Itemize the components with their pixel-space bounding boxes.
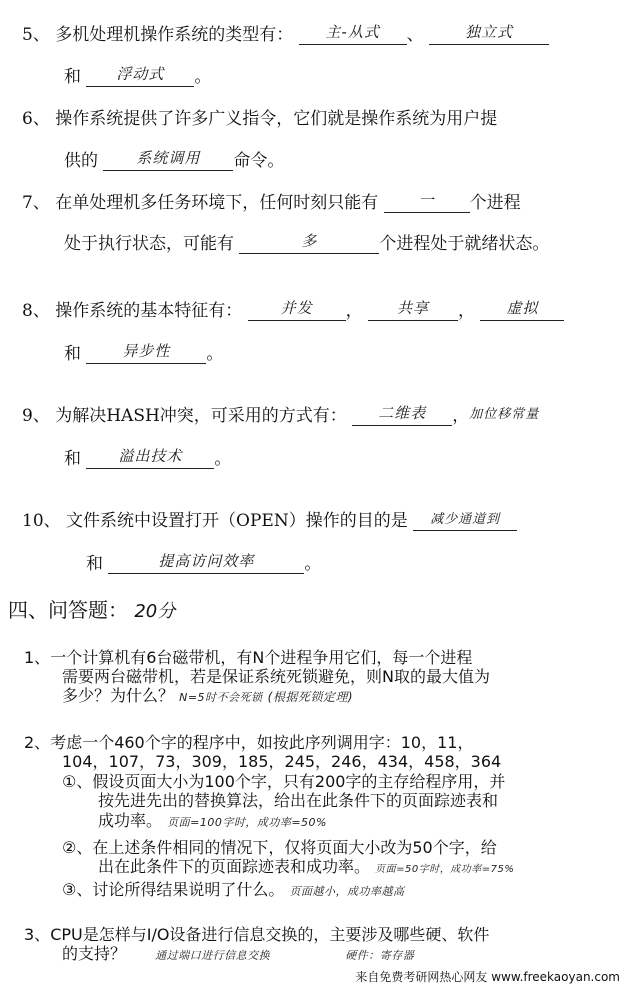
answer-blank <box>352 405 452 426</box>
question-number: 3、 <box>24 925 51 944</box>
sub-question-text: 按先进先出的替换算法，给出在此条件下的页面踪迹表和 <box>98 791 499 810</box>
answer-blank <box>86 448 214 469</box>
question-text: 操作系统的基本特征有： <box>55 301 243 321</box>
answer-blank <box>368 300 458 321</box>
handwritten-answer: 系统调用 <box>136 149 201 167</box>
answer-blank <box>86 66 194 87</box>
sub-question-text: 成功率。 <box>98 811 163 830</box>
question-text: 命令。 <box>233 151 285 171</box>
conjunction: 和 <box>64 67 81 87</box>
question-text: 需要两台磁带机，若是保证系统死锁避免，则N取的最大值为 <box>62 667 490 686</box>
question-text: 个进程 <box>469 193 521 213</box>
handwritten-note: N=5时不会死锁 <box>179 691 263 704</box>
footer-watermark: 来自免费考研网热心网友 www.freekaoyan.com <box>355 970 620 984</box>
handwritten-note: 页面=100字时，成功率=50% <box>167 816 327 829</box>
handwritten-answer: 主-从式 <box>325 23 380 41</box>
answer-blank <box>86 343 206 364</box>
answer-blank <box>413 510 517 531</box>
handwritten-answer: 减少通道到 <box>430 512 501 527</box>
punctuation: 。 <box>214 449 232 469</box>
question-number: 6、 <box>22 109 50 129</box>
answer-blank <box>480 300 564 321</box>
question-number: 9、 <box>22 406 50 426</box>
handwritten-answer: 虚拟 <box>506 299 539 317</box>
question-text: 操作系统提供了许多广义指令，它们就是操作系统为用户提 <box>55 109 498 129</box>
sub-question-text: ③、讨论所得结果说明了什么。 <box>62 880 285 899</box>
handwritten-note: 通过端口进行信息交换 <box>155 949 271 962</box>
question-number: 2、 <box>24 733 51 752</box>
question-text: 的支持？ <box>62 944 127 963</box>
question-text: 个进程处于就绪状态。 <box>379 234 550 254</box>
handwritten-note: (根据死锁定理) <box>267 690 354 704</box>
handwritten-answer: 提高访问效率 <box>158 552 255 570</box>
handwritten-answer: 二维表 <box>378 404 427 422</box>
question-text: 104，107，73，309，185，245，246，434，458，364 <box>62 752 502 771</box>
question-number: 5、 <box>22 25 50 45</box>
question-text: 供的 <box>64 151 98 171</box>
question-number: 7、 <box>22 193 50 213</box>
punctuation: 。 <box>194 67 212 87</box>
sub-question-text: ②、在上述条件相同的情况下，仅将页面大小改为50个字，给 <box>62 838 497 857</box>
sub-question-text: 出在此条件下的页面踪迹表和成功率。 <box>98 857 371 876</box>
question-text: 多少？为什么？ <box>62 686 175 705</box>
handwritten-answer: 浮动式 <box>116 65 165 83</box>
question-text: 处于执行状态，可能有 <box>64 234 234 254</box>
punctuation: 。 <box>206 344 224 364</box>
question-number: 1、 <box>24 648 51 667</box>
question-text: CPU是怎样与I/O设备进行信息交换的，主要涉及哪些硬、软件 <box>50 925 490 944</box>
conjunction: 和 <box>64 449 81 469</box>
separator: ， <box>452 406 470 426</box>
answer-blank <box>103 150 233 171</box>
question-text: 多机处理机操作系统的类型有： <box>55 25 294 45</box>
question-text: 在单处理机多任务环境下，任何时刻只能有 <box>55 193 379 213</box>
handwritten-score: 20分 <box>134 601 176 622</box>
answer-blank <box>239 233 379 254</box>
question-number: 10、 <box>22 511 61 531</box>
answer-blank <box>248 300 346 321</box>
handwritten-answer: 一 <box>418 191 435 209</box>
conjunction: 和 <box>64 344 81 364</box>
handwritten-note: 页面=50字时，成功率=75% <box>375 864 515 875</box>
answer-blank <box>299 24 407 45</box>
handwritten-answer: 加位移常量 <box>469 407 540 422</box>
handwritten-answer: 并发 <box>280 299 313 317</box>
section-heading <box>8 597 175 625</box>
conjunction: 和 <box>86 554 103 574</box>
handwritten-answer: 溢出技术 <box>118 447 183 465</box>
separator: ， <box>458 301 476 321</box>
question-text: 文件系统中设置打开（OPEN）操作的目的是 <box>66 511 408 531</box>
handwritten-answer: 共享 <box>397 299 430 317</box>
sub-question-text: ①、假设页面大小为100个字，只有200字的主存给程序用，并 <box>62 772 506 791</box>
punctuation: 。 <box>304 554 322 574</box>
handwritten-answer: 独立式 <box>465 23 514 41</box>
question-number: 8、 <box>22 301 50 321</box>
handwritten-note: 硬件：寄存器 <box>345 949 415 962</box>
answer-blank <box>108 553 304 574</box>
handwritten-note: 页面越小，成功率越高 <box>289 885 405 898</box>
question-text: 考虑一个460个字的程序中，如按此序列调用字：10，11， <box>50 733 474 752</box>
section-title: 四、问答题： <box>8 598 128 622</box>
separator: ， <box>345 301 363 321</box>
question-text: 一个计算机有6台磁带机，有N个进程争用它们，每一个进程 <box>50 648 473 667</box>
handwritten-answer: 异步性 <box>122 342 171 360</box>
answer-blank <box>384 192 470 213</box>
separator: 、 <box>406 25 424 45</box>
handwritten-answer: 多 <box>301 232 318 250</box>
answer-blank <box>429 24 549 45</box>
question-text: 为解决HASH冲突，可采用的方式有： <box>55 406 347 426</box>
